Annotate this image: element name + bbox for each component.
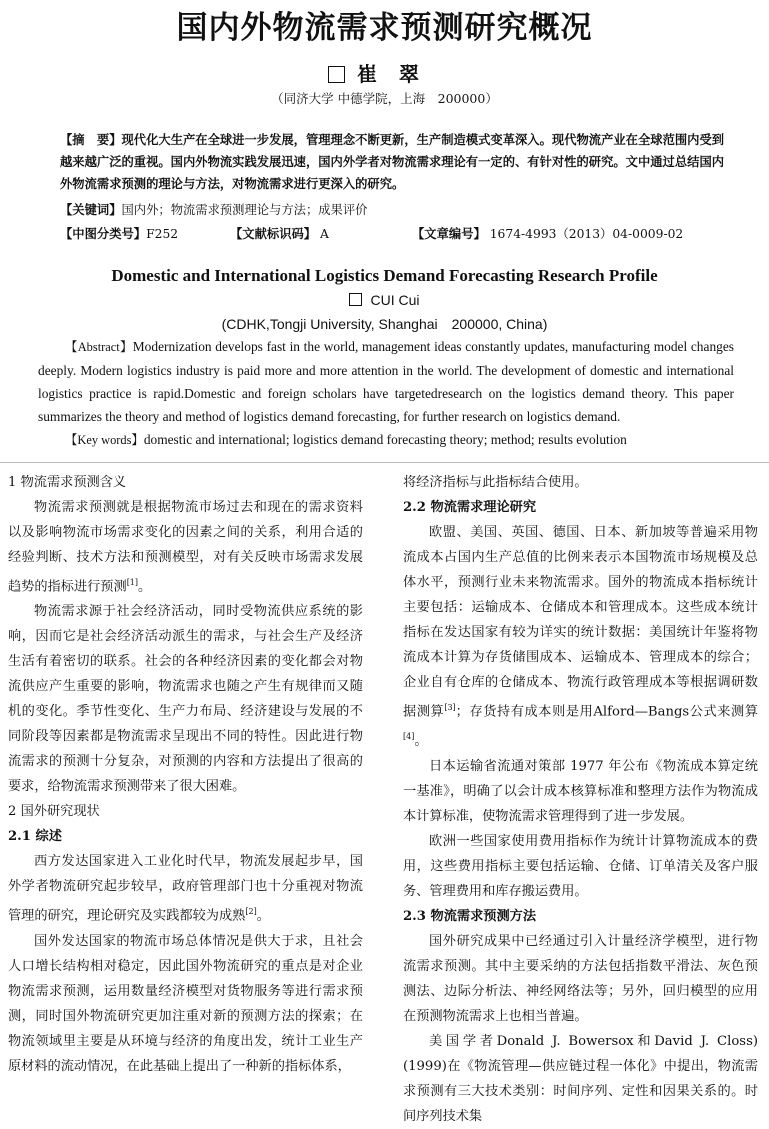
doc-code-label: 【文献标识码】 <box>230 226 317 241</box>
abstract-en <box>38 335 734 452</box>
keywords-cn-text: 国内外；物流需求预测理论与方法；成果评价 <box>121 203 368 217</box>
citation-ref: [2] <box>245 907 257 917</box>
body-paragraph-continued: 将经济指标与此指标结合使用。 <box>403 475 588 490</box>
body-paragraph <box>8 495 363 599</box>
citation-ref: [1] <box>126 578 139 587</box>
body-paragraph <box>8 849 363 928</box>
keywords-en-label: 【Key words】 <box>65 433 144 447</box>
body-paragraph: 欧洲一些国家使用费用指标作为统计计算物流成本的费用，这些费用指标主要包括运输、仓储、订单清关及客户服务、管理费用和库存搬运费用。 <box>403 833 758 899</box>
body-left-column <box>8 470 363 1079</box>
paper-title: 国内外物流需求预测研究概况 <box>176 10 593 46</box>
english-title: Domestic and International Logistics Demand Forecasting Research Profile <box>111 266 658 285</box>
abstract-cn <box>40 129 733 195</box>
section-divider <box>0 462 769 463</box>
doc-code-value: A <box>320 227 329 241</box>
author-line <box>0 58 769 87</box>
english-author-line <box>0 292 769 308</box>
subsection-heading-2-1: 2.1 综述 <box>8 829 62 845</box>
body-paragraph: 国外发达国家的物流市场总体情况是供大于求，且社会人口增长结构相对稳定，因此国外物流研究的重点是对企业物流需求预测，运用数量经济模型对货物服务等进行需求预测，同时国外物流研究更加注重对新的预测方法的探索；在物流领域里主要是从环境与经济的角度出发，统计工业生产原材料的流动情况，在此基础上提出了一种新的指标体系， <box>8 933 363 1074</box>
paragraph-text-end: 。 <box>256 908 270 924</box>
citation-ref: [4] <box>403 732 415 742</box>
paragraph-text: 物流需求预测就是根据物流市场过去和现在的需求资料以及影响物流市场需求变化的因素之间的关系，利用合适的经验判断、技术方法和预测模型，对有关反映市场需求发展趋势的指标进行预测 <box>8 500 363 595</box>
abstract-cn-label: 【摘 要】 <box>60 132 122 147</box>
abstract-en-label: 【Abstract】 <box>65 340 133 354</box>
paragraph-text: 欧盟、美国、英国、德国、日本、新加坡等普遍采用物流成本占国内生产总值的比例来表示本国物流市场规模及总体水平，预测行业未来物流需求。国外的物流成本指标统计主要包括：运输成本、仓储成本和管理成本。这些成本统计指标在发达国家有较为详实的统计数据：美国统计年鉴将物流成本计算为存货储围成本、运输成本、管理成本的综合；企业自有仓库的仓储成本、物流行政管理成本等根据调研数据测算 <box>403 525 758 720</box>
paragraph-text-end: 。 <box>414 733 428 749</box>
body-paragraph <box>403 520 758 754</box>
english-affiliation: (CDHK,Tongji University, Shanghai 200000, China) <box>221 316 548 332</box>
body-paragraph: 美国学者Donald J. Bowersox和David J. Closs) (1999)在《物流管理—供应链过程一体化》中提出，物流需求预测有三大技术类别：时间序列、定性和因果关系的。时间序列技术集 <box>403 1033 758 1124</box>
author-box-icon <box>328 66 345 83</box>
paragraph-text: 西方发达国家进入工业化时代早，物流发展起步早，国外学者物流研究起步较早，政府管理部门也十分重视对物流管理的研究，理论研究及实践都较为成熟 <box>8 854 363 924</box>
paragraph-text-end: 。 <box>138 579 152 595</box>
subsection-heading-2-3: 2.3 物流需求预测方法 <box>403 908 537 924</box>
citation-ref: [3] <box>444 703 456 712</box>
keywords-cn-label: 【关键词】 <box>60 202 122 217</box>
english-author-box-icon <box>349 293 362 306</box>
subsection-heading-2-2: 2.2 物流需求理论研究 <box>403 500 537 515</box>
body-paragraph: 国外研究成果中已经通过引入计量经济学模型，进行物流需求预测。其中主要采纳的方法包括指数平滑法、灰色预测法、边际分析法、神经网络法等；另外，回归模型的应用在预测物流需求上也相当普遍。 <box>403 933 758 1024</box>
paragraph-text-mid: ；存货持有成本则是用Alford—Bangs公式来测算 <box>455 704 759 720</box>
article-no-field <box>412 224 683 242</box>
clc-value: F252 <box>146 227 179 241</box>
doc-code-field <box>230 224 329 242</box>
abstract-cn-text: 现代化大生产在全球进一步发展，管理理念不断更新，生产制造模式变革深入。现代物流产业在全球范围内受到越来越广泛的重视。国内外物流实践发展迅速，国内外学者对物流需求理论有一定的、有针对性的研究。文中通过总结国内外物流需求预测的理论与方法，对物流需求进行更深入的研究。 <box>60 132 725 191</box>
article-no-label: 【文章编号】 <box>412 226 486 241</box>
english-author-name: CUI Cui <box>370 292 420 308</box>
article-no-value: 1674-4993（2013）04-0009-02 <box>489 227 684 241</box>
section-heading-1: 1 物流需求预测含义 <box>8 475 127 490</box>
keywords-en-text: domestic and international; logistics demand forecasting theory; method; results evolution <box>143 432 627 447</box>
abstract-en-text: Modernization develops fast in the world, management ideas constantly updates, manufacturing model changes deeply. Modern logistics industry is paid more and more attention in the world. The development of domestic and international logistics practice is rapid.Domestic and foreign scholars have targetedresearch on the logistics demand theory. This paper summarizes the theory and method of logistics demand forecasting, for further research on logistics demand. <box>38 339 734 424</box>
affiliation: （同济大学 中德学院，上海 200000） <box>271 91 498 106</box>
section-heading-2: 2 国外研究现状 <box>8 804 100 820</box>
author-name: 崔翠 <box>357 62 441 86</box>
body-paragraph: 日本运输省流通对策部 1977 年公布《物流成本算定统一基准》，明确了以会计成本核算标准和整理方法作为物流成本计算标准，使物流需求管理得到了进一步发展。 <box>403 758 758 824</box>
body-paragraph: 物流需求源于社会经济活动，同时受物流供应系统的影响，因而它是社会经济活动派生的需求，与社会生产及经济生活有着密切的联系。社会的各种经济因素的变化都会对物流供应产生重要的影响，物流需求也随之产生有规律而又随机的变化。季节性变化、生产力布局、经济建设与发展的不同阶段等因素都是物流需求呈现出不同的特性。因此进行物流需求的预测十分复杂，对预测的内容和方法提出了很高的要求，给物流需求预测带来了很大困难。 <box>8 604 363 795</box>
clc-field <box>60 224 178 242</box>
keywords-cn <box>40 199 733 221</box>
body-right-column <box>403 470 758 1129</box>
clc-label: 【中图分类号】 <box>60 226 147 241</box>
